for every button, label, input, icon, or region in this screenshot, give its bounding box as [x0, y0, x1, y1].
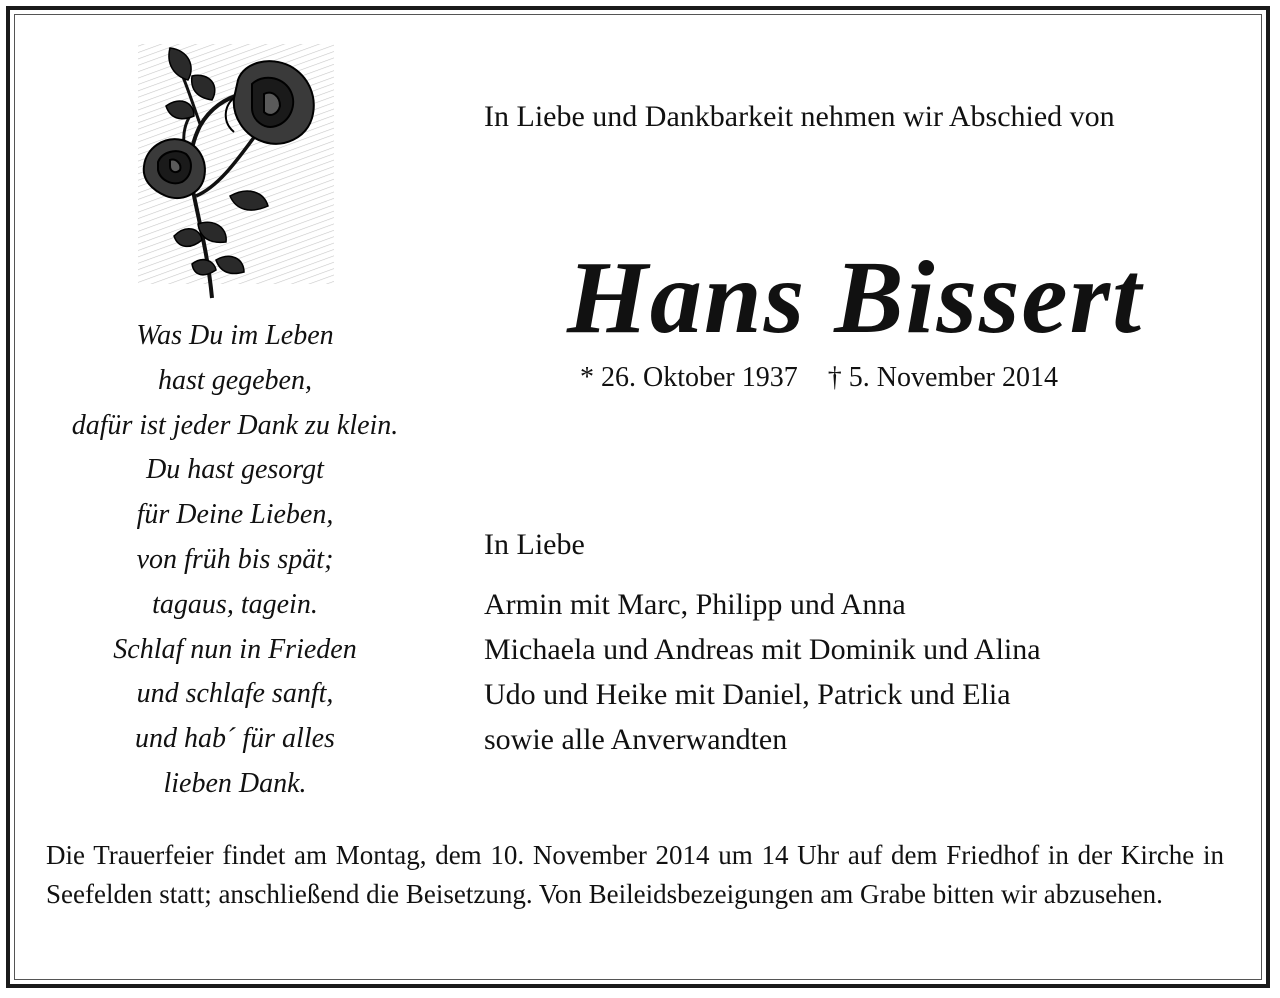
poem-line: Du hast gesorgt — [146, 454, 324, 486]
poem-line: lieben Dank. — [163, 767, 307, 799]
poem-line: hast gegeben, — [158, 364, 312, 396]
family-line: Armin mit Marc, Philipp und Anna — [484, 588, 906, 621]
poem-line: Was Du im Leben — [136, 320, 334, 351]
poem-line: Schlaf nun in Frieden — [113, 633, 357, 665]
family-line: sowie alle Anverwandten — [484, 723, 788, 756]
birth-date: * 26. Oktober 1937 — [580, 362, 798, 393]
life-dates — [580, 362, 1058, 394]
poem-line: für Deine Lieben, — [136, 499, 334, 531]
poem-line: dafür ist jeder Dank zu klein. — [71, 409, 399, 441]
poem — [30, 314, 440, 807]
family-line: Udo und Heike mit Daniel, Patrick und Elia — [484, 678, 1011, 711]
family-line: Michaela und Andreas mit Dominik und Alina — [484, 633, 1041, 666]
greeting: In Liebe — [484, 528, 585, 561]
poem-line: von früh bis spät; — [136, 543, 334, 575]
funeral-notice: Die Trauerfeier findet am Montag, dem 10. November 2014 um 14 Uhr auf dem Friedhof in der Kirche in Seefelden statt; anschließend die Beisetzung. Von Beileidsbezeigungen am Grabe bitten wir abzusehen. — [46, 840, 1224, 909]
rose-icon — [130, 36, 340, 306]
intro-line: In Liebe und Dankbarkeit nehmen wir Abschied von — [484, 100, 1115, 133]
death-date: † 5. November 2014 — [827, 362, 1058, 393]
poem-line: und schlafe sanft, — [136, 678, 334, 710]
poem-line: tagaus, tagein. — [152, 588, 318, 620]
poem-line: und hab´ für alles — [135, 723, 335, 755]
deceased-name: Hans Bissert — [567, 240, 1143, 355]
family-list — [484, 582, 1041, 762]
